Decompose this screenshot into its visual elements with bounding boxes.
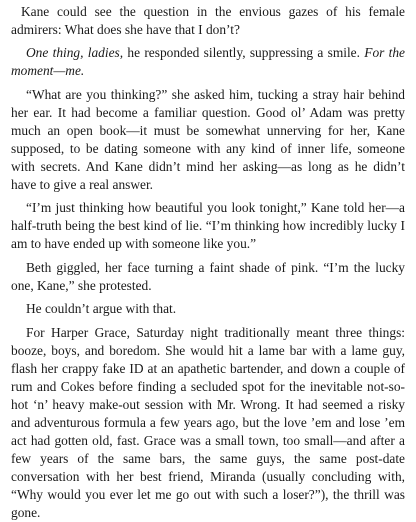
text-segment: he responded silently, suppressing a smile.: [123, 45, 365, 61]
paragraph-3: [11, 86, 405, 194]
book-page-text: [11, 3, 405, 522]
text-segment: “I’m just thinking how beautiful you look tonight,” Kane told her—a half-truth being the best kind of lie. “I’m thinking how incredibly lucky I am to have ended up with someone like you.”: [11, 200, 405, 252]
italic-segment: One thing, ladies,: [26, 45, 124, 61]
paragraph-1: [11, 3, 405, 39]
text-segment: Kane could see the question in the envious gazes of his female admirers: What does she have that I don’t?: [11, 4, 405, 38]
text-segment: “What are you thinking?” she asked him, tucking a stray hair behind her ear. It had become a familiar question. Good ol’ Adam was pretty much an open book—it must be somewhat unnerving for her, Kane supposed, to be dating someone with any kind of inner life, someone with secrets. And Kane didn’t mind her asking—as long as he didn’t have to give a real answer.: [11, 86, 405, 193]
paragraph-4: [11, 199, 405, 253]
paragraph-5: [11, 259, 405, 295]
paragraph-2: [11, 44, 405, 80]
paragraph-7: [11, 324, 405, 522]
paragraph-6: [11, 300, 405, 318]
text-segment: For Harper Grace, Saturday night traditionally meant three things: booze, boys, and boredom. She would hit a lame bar with a lame guy, flash her crappy fake ID at an apathetic bartender, and down a couple of rum and Cokes before finding a secluded spot for the inevitable not-so-hot ‘n’ heavy make-out session with Mr. Wrong. It had seemed a risky and adventurous formula a few years ago, but the love ’em and lose ’em act had gotten old, fast. Grace was a small town, too small—and after a few years of the same bars, the same guys, the same post-date conversation with her best friend, Miranda (usually concluding with, “Why would you ever let me go out with such a loser?”), the thrill was gone.: [11, 324, 405, 520]
text-segment: Beth giggled, her face turning a faint shade of pink. “I’m the lucky one, Kane,” she protested.: [11, 259, 405, 293]
text-segment: He couldn’t argue with that.: [26, 301, 177, 317]
italic-segment: For the moment—me.: [11, 45, 406, 79]
